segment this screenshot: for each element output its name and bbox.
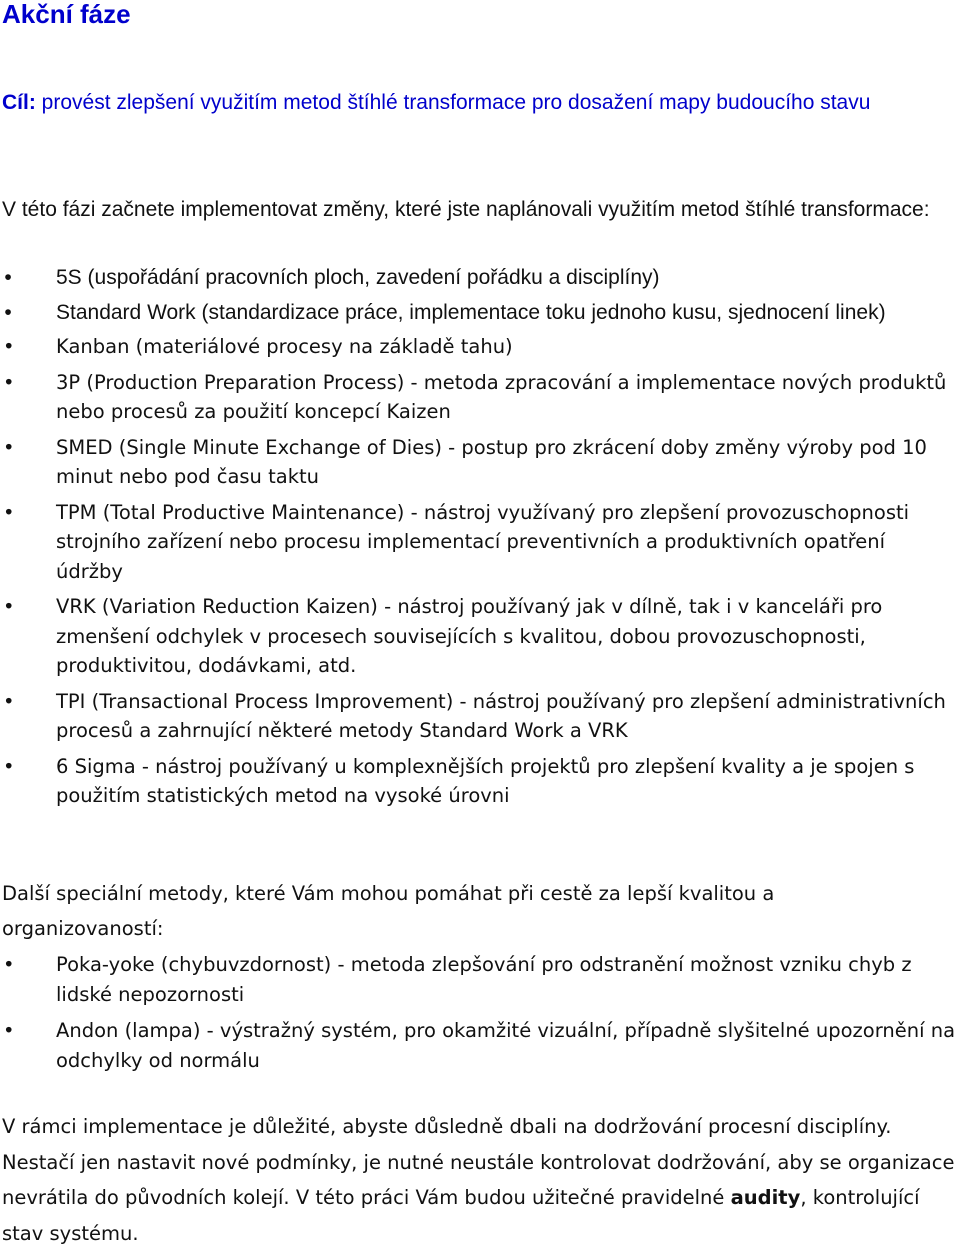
- closing-paragraph: [2, 1109, 960, 1251]
- list-item-text: SMED (Single Minute Exchange of Dies) - postup pro zkrácení doby změny výroby pod 10 minut nebo pod času taktu: [56, 435, 927, 488]
- closing-bold-audits: audity: [730, 1186, 801, 1209]
- list-item: [0, 687, 956, 746]
- page-title: Akční fáze: [2, 0, 131, 29]
- methods-list: [0, 262, 960, 811]
- bullet-icon: •: [3, 500, 15, 524]
- goal-text: provést zlepšení využitím metod štíhlé transformace pro dosažení mapy budoucího stavu: [35, 91, 871, 114]
- list-item-text: Andon (lampa) - výstražný systém, pro okamžité vizuální, případně slyšitelné upozornění na odchylky od normálu: [56, 1019, 956, 1072]
- bullet-icon: •: [3, 754, 15, 778]
- list-item: [0, 297, 956, 328]
- list-item-text: Kanban (materiálové procesy na základě tahu): [56, 335, 513, 358]
- list-item: [0, 592, 956, 681]
- list-item: [0, 752, 956, 811]
- list-item: [0, 950, 956, 1010]
- bullet-icon: •: [3, 953, 15, 976]
- bullet-icon: •: [3, 370, 15, 394]
- list-item-text: Standard Work (standardizace práce, implementace toku jednoho kusu, sjednocení linek): [56, 301, 886, 324]
- closing-text-start: V rámci implementace je důležité, abyste důsledně dbali na dodržování procesní disciplíny. Nestačí jen nastavit nové podmínky, je nutné neustále kontrolovat dodržování, aby se organizace nevrátila do původních kolejí. V této práci Vám budou užitečné pravidelné: [2, 1115, 955, 1209]
- list-item-text: TPM (Total Productive Maintenance) - nástroj využívaný pro zlepšení provozuschopnosti strojního zařízení nebo procesu implementací preventivních a produktivních opatření údržby: [56, 500, 910, 583]
- bullet-icon: •: [4, 301, 12, 324]
- goal-label: Cíl:: [2, 91, 36, 114]
- list-item-text: 5S (uspořádání pracovních ploch, zavedení pořádku a disciplíny): [56, 266, 660, 289]
- special-methods-intro: Další speciální metody, které Vám mohou pomáhat při cestě za lepší kvalitou a organizovaností:: [2, 882, 775, 940]
- list-item-text: VRK (Variation Reduction Kaizen) - nástroj používaný jak v dílně, tak i v kanceláři pro zmenšení odchylek v procesech souvisejících s kvalitou, dobou provozuschopnosti, produktivitou, dodávkami, atd.: [56, 595, 883, 677]
- list-item: [0, 368, 956, 427]
- list-item-text: TPI (Transactional Process Improvement) - nástroj používaný pro zlepšení administrativních procesů a zahrnující některé metody Standard Work a VRK: [56, 689, 946, 742]
- list-item: [0, 1016, 956, 1076]
- list-item: [0, 332, 956, 362]
- list-item-text: Poka-yoke (chybuvzdornost) - metoda zlepšování pro odstranění možnost vzniku chyb z lidské nepozornosti: [56, 953, 912, 1006]
- list-item-text: 3P (Production Preparation Process) - metoda zpracování a implementace nových produktů nebo procesů za použití koncepcí Kaizen: [56, 370, 947, 423]
- closing-text-end: , kontrolující stav systému.: [2, 1186, 920, 1245]
- list-item-text: 6 Sigma - nástroj používaný u komplexnějších projektů pro zlepšení kvality a je spojen s použitím statistických metod na vysoké úrovni: [56, 754, 915, 807]
- bullet-icon: •: [3, 595, 15, 618]
- bullet-icon: •: [4, 266, 12, 289]
- list-item: [0, 262, 956, 293]
- list-item: [0, 433, 956, 492]
- bullet-icon: •: [3, 435, 15, 459]
- bullet-icon: •: [3, 1019, 15, 1042]
- list-item: [0, 498, 956, 587]
- intro-paragraph: V této fázi začnete implementovat změny, které jste naplánovali využitím metod štíhlé transformace:: [2, 198, 930, 221]
- goal-paragraph: [2, 86, 952, 119]
- bullet-icon: •: [3, 689, 15, 713]
- special-methods-list: [0, 950, 960, 1076]
- bullet-icon: •: [3, 335, 15, 358]
